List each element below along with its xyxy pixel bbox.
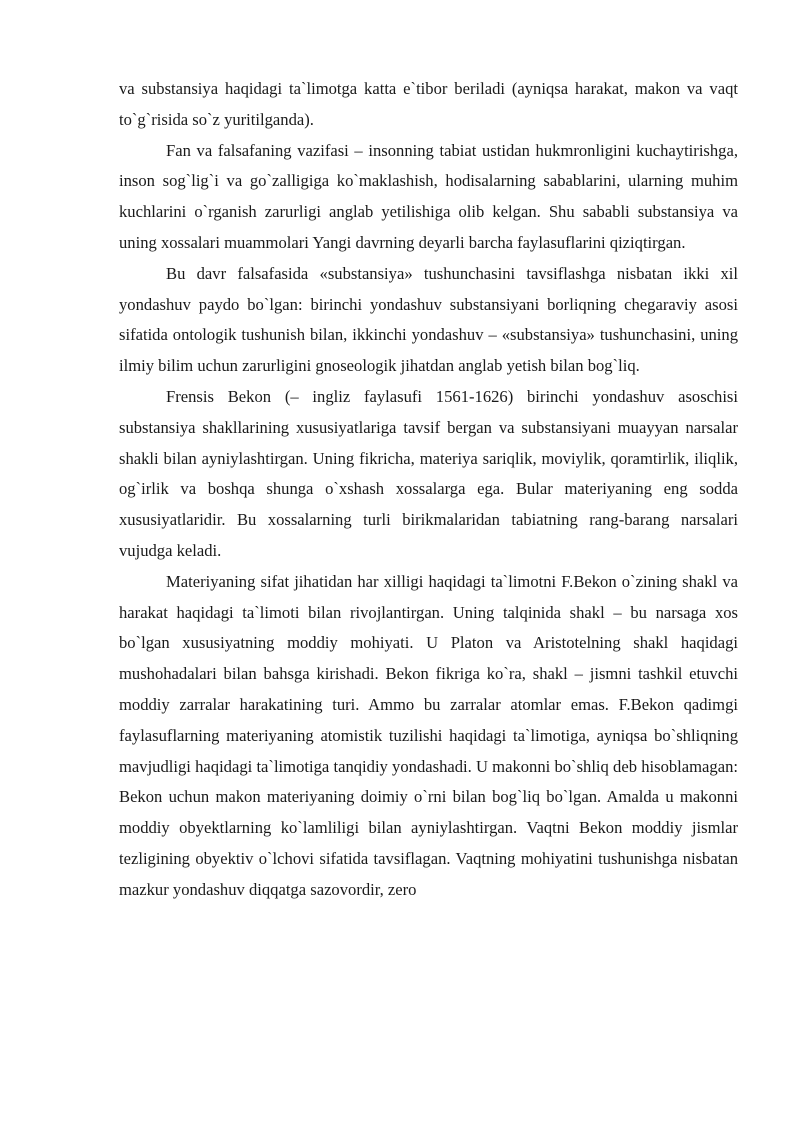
paragraph-substansiya-yondashuv: Bu davr falsafasida «substansiya» tushunchasini tavsiflashga nisbatan ikki xil yondashuv paydo bo`lgan: birinchi yondashuv substansiyani borliqning chegaraviy asosi sifatida ontologik tushunish bilan, ikkinchi yondashuv – «substansiya» tushunchasini, uning ilmiy bilim uchun zarurligini gnoseologik jihatdan anglab yetish bilan bog`liq. xyxy=(119,263,738,376)
paragraph-frensis-bekon: Frensis Bekon (– ingliz faylasufi 1561-1626) birinchi yondashuv asoschisi substansiya shakllarining xususiyatlariga tavsif bergan va substansiyani muayyan narsalar shakli bilan ayniylashtirgan. Uning fikricha, materiya sariqlik, moviylik, qoramtirlik, iliqlik, og`irlik va boshqa shunga o`xshash xossalarga ega. Bular materiyaning eng sodda xususiyatlaridir. Bu xossalarning turli birikmalaridan tabiatning rang-barang narsalari vujudga keladi. xyxy=(119,386,738,560)
paragraph-continuation: va substansiya haqidagi ta`limotga katta e`tibor beriladi (ayniqsa harakat, makon va vaqt to`g`risida so`z yuritilganda). xyxy=(119,79,738,129)
body-text xyxy=(119,74,738,906)
paragraph-fan-va-falsafa: Fan va falsafaning vazifasi – insonning tabiat ustidan hukmronligini kuchaytirishga, inson sog`lig`i va go`zalligiga ko`maklashish, hodisalarning sabablarini, ularning muhim kuchlarini o`rganish zarurligi anglab yetilishiga olib kelgan. Shu sababli substansiya va uning xossalari muammolari Yangi davrning deyarli barcha faylasuflarini qiziqtirgan. xyxy=(119,140,738,252)
paragraph-materiya-sifat: Materiyaning sifat jihatidan har xilligi haqidagi ta`limotni F.Bekon o`zining shakl va harakat haqidagi ta`limoti bilan rivojlantirgan. Uning talqinida shakl – bu narsaga xos bo`lgan xususiyatning moddiy mohiyati. U Platon va Aristotelning shakl haqidagi mushohadalari bilan bahsga kirishadi. Bekon fikriga ko`ra, shakl – jismni tashkil etuvchi moddiy zarralar harakatining turi. Ammo bu zarralar atomlar emas. F.Bekon qadimgi faylasuflarning materiyaning atomistik tuzilishi haqidagi ta`limotiga, ayniqsa bo`shliqning mavjudligi haqidagi ta`limotiga tanqidiy yondashadi. U makonni bo`shliq deb hisoblamagan: Bekon uchun makon materiyaning doimiy o`rni bilan bog`liq bo`lgan. Amalda u makonni moddiy obyektlarning ko`lamliligi bilan ayniylashtirgan. Vaqtni Bekon moddiy jismlar tezligining obyektiv o`lchovi sifatida tavsiflagan. Vaqtning mohiyatini tushunishga nisbatan mazkur yondashuv diqqatga sazovordir, zero xyxy=(119,571,738,899)
